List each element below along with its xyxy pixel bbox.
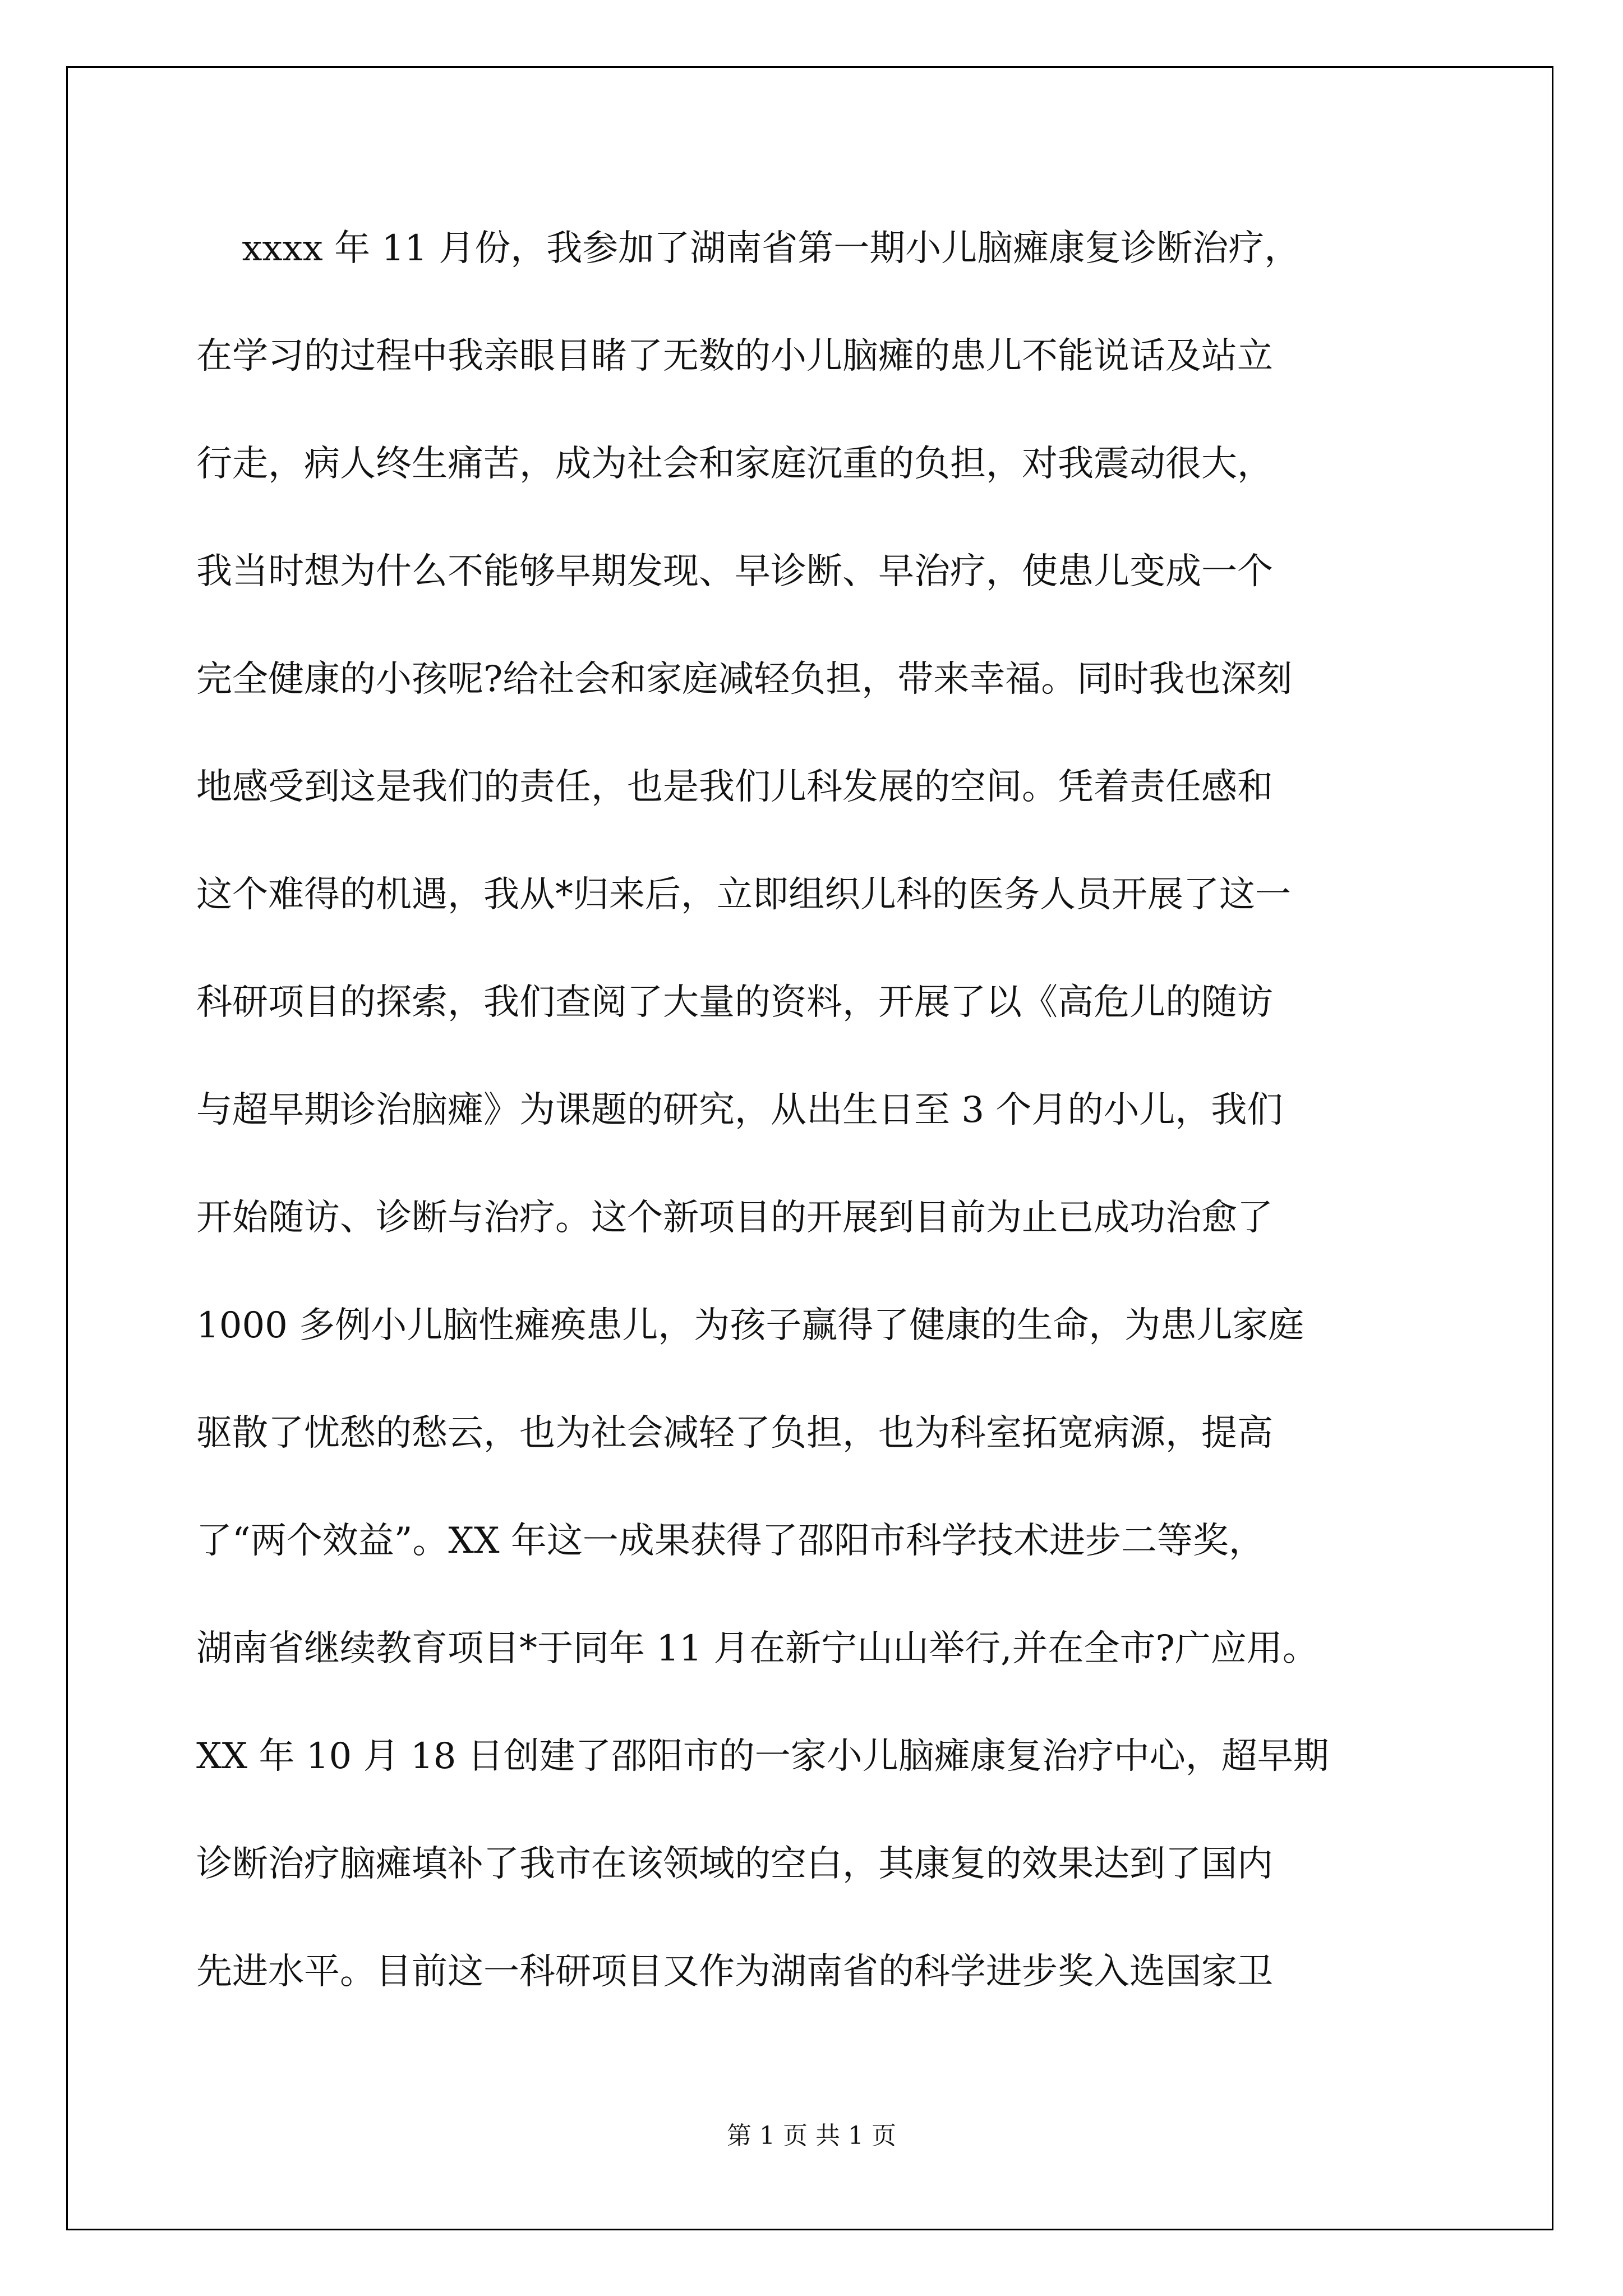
text-line: XX 年 10 月 18 日创建了邵阳市的一家小儿脑瘫康复治疗中心，超早期	[196, 1736, 1329, 1777]
text-line: 与超早期诊治脑瘫》为课题的研究，从出生日至 3 个月的小儿，我们	[196, 1089, 1283, 1131]
text-line: 开始随访、诊断与治疗。这个新项目的开展到目前为止已成功治愈了	[196, 1197, 1273, 1239]
page-border	[66, 66, 1553, 2230]
text-line: 诊断治疗脑瘫填补了我市在该领域的空白，其康复的效果达到了国内	[196, 1843, 1273, 1885]
text-line: 科研项目的探索，我们查阅了大量的资料，开展了以《高危儿的随访	[196, 982, 1273, 1023]
text-line: 完全健康的小孩呢?给社会和家庭减轻负担，带来幸福。同时我也深刻	[196, 659, 1293, 700]
text-line: xxxx 年 11 月份，我参加了湖南省第一期小儿脑瘫康复诊断治疗，	[196, 228, 1301, 269]
text-line: 1000 多例小儿脑性瘫痪患儿，为孩子赢得了健康的生命，为患儿家庭	[196, 1305, 1304, 1346]
text-line: 驱散了忧愁的愁云，也为社会减轻了负担，也为科室拓宽病源，提高	[196, 1412, 1273, 1454]
text-line: 了“两个效益”。XX 年这一成果获得了邵阳市科学技术进步二等奖，	[196, 1520, 1265, 1562]
text-line: 在学习的过程中我亲眼目睹了无数的小儿脑瘫的患儿不能说话及站立	[196, 335, 1273, 377]
page-number: 第 1 页 共 1 页	[727, 2122, 896, 2150]
text-line: 行走，病人终生痛苦，成为社会和家庭沉重的负担，对我震动很大，	[196, 443, 1273, 485]
text-line: 先进水平。目前这一科研项目又作为湖南省的科学进步奖入选国家卫	[196, 1951, 1273, 1993]
text-line: 我当时想为什么不能够早期发现、早诊断、早治疗，使患儿变成一个	[196, 551, 1273, 592]
text-line: 湖南省继续教育项目*于同年 11 月在新宁山山举行,并在全市?广应用。	[196, 1628, 1318, 1669]
text-line: 这个难得的机遇，我从*归来后，立即组织儿科的医务人员开展了这一	[196, 874, 1291, 915]
text-line: 地感受到这是我们的责任，也是我们儿科发展的空间。凭着责任感和	[196, 766, 1273, 808]
